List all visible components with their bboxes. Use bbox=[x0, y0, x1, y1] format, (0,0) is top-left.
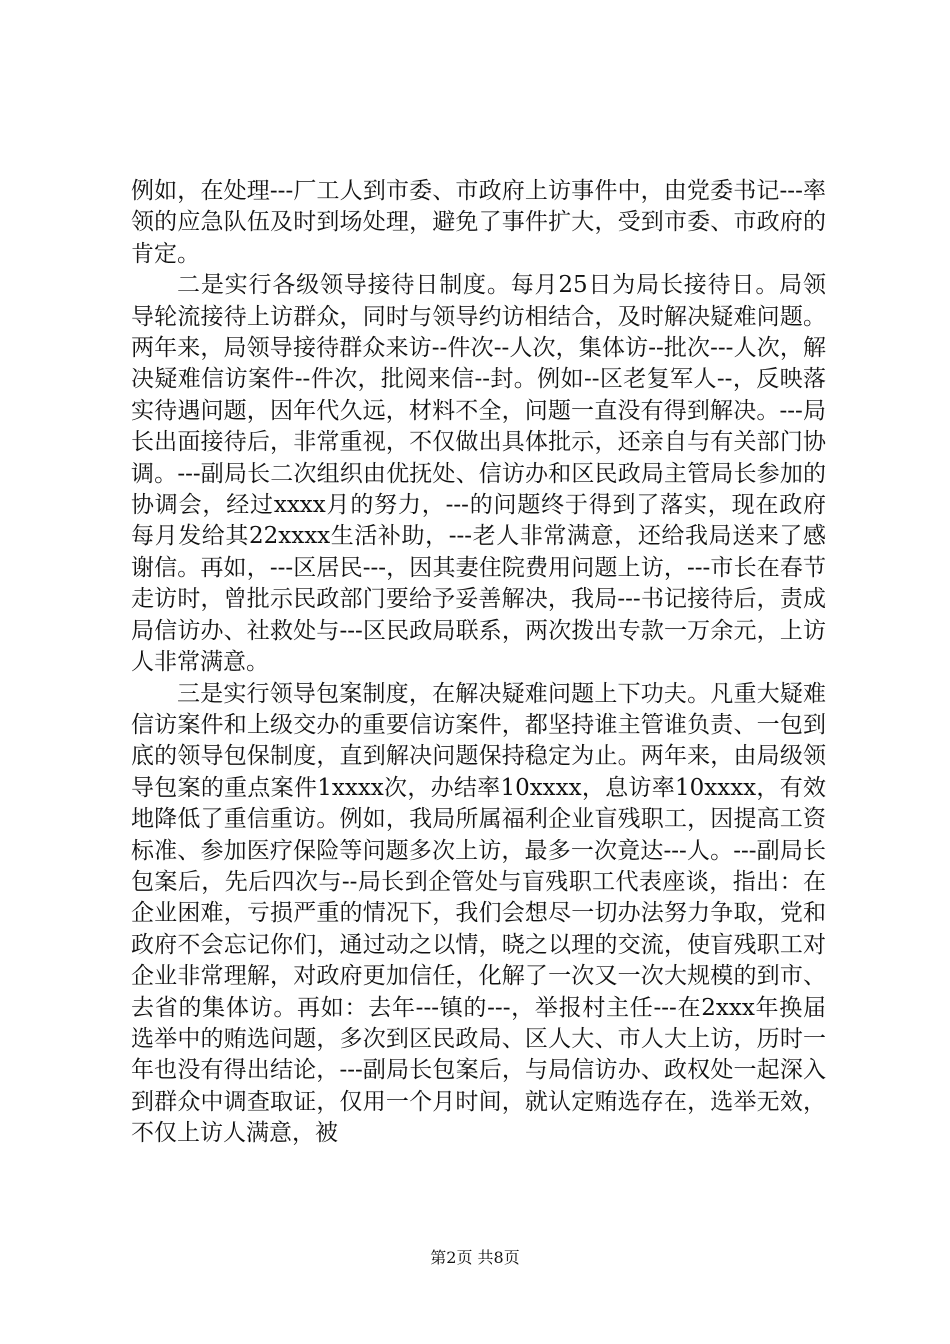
page-footer: 第2页 共8页 bbox=[430, 1248, 520, 1267]
paragraph-2: 二是实行各级领导接待日制度。每月25日为局长接待日。局领导轮流接待上访群众，同时与领导约访相结合，及时解决疑难问题。两年来，局领导接待群众来访--件次--人次，集体访--批次---人次，解决疑难信访案件--件次，批阅来信--封。例如--区老复军人--，反映落实待遇问题，因年代久远，材料不全，问题一直没有得到解决。---局长出面接待后，非常重视，不仅做出具体批示，还亲自与有关部门协调。---副局长二次组织由优抚处、信访办和区民政局主管局长参加的协调会，经过xxxx月的努力，---的问题终于得到了落实，现在政府每月发给其22xxxx生活补助，---老人非常满意，还给我局送来了感谢信。再如，---区居民---，因其妻住院费用问题上访，---市长在春节走访时，曾批示民政部门要给予妥善解决，我局---书记接待后，责成局信访办、社救处与---区民政局联系，两次拨出专款一万余元，上访人非常满意。 bbox=[131, 272, 826, 676]
paragraph-1: 例如，在处理---厂工人到市委、市政府上访事件中，由党委书记---率领的应急队伍及时到场处理，避免了事件扩大，受到市委、市政府的肯定。 bbox=[131, 178, 826, 267]
paragraph-3: 三是实行领导包案制度，在解决疑难问题上下功夫。凡重大疑难信访案件和上级交办的重要信访案件，都坚持谁主管谁负责、一包到底的领导包保制度，直到解决问题保持稳定为止。两年来，由局级领导包案的重点案件1xxxx次，办结率10xxxx，息访率10xxxx，有效地降低了重信重访。例如，我局所属福利企业盲残职工，因提高工资标准、参加医疗保险等问题多次上访，最多一次竟达---人。---副局长包案后，先后四次与--局长到企管处与盲残职工代表座谈，指出：在企业困难，亏损严重的情况下，我们会想尽一切办法努力争取，党和政府不会忘记你们，通过动之以情，晓之以理的交流，使盲残职工对企业非常理解，对政府更加信任，化解了一次又一次大规模的到市、去省的集体访。再如：去年---镇的---，举报村主任---在2xxx年换届选举中的贿选问题，多次到区民政局、区人大、市人大上访，历时一年也没有得出结论，---副局长包案后，与局信访办、政权处一起深入到群众中调查取证，仅用一个月时间，就认定贿选存在，选举无效，不仅上访人满意，被 bbox=[131, 680, 826, 1147]
document-body bbox=[131, 176, 826, 1150]
